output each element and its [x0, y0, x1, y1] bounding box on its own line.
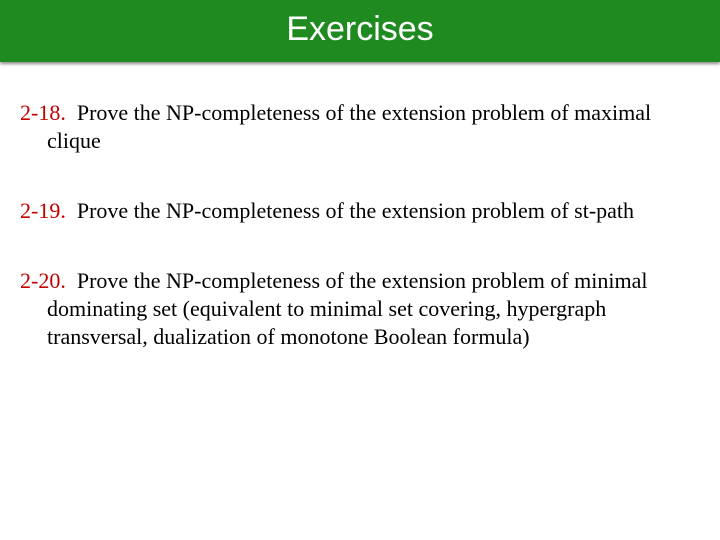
exercise-text: Prove the NP-completeness of the extension problem of maximal clique	[47, 100, 652, 153]
exercise-number: 2-19.	[20, 198, 66, 223]
title-bar	[0, 0, 720, 62]
exercise-text: Prove the NP-completeness of the extension problem of minimal dominating set (equivalent to minimal set covering, hypergraph transversal, dualization of monotone Boolean formula)	[47, 268, 648, 349]
exercise-list	[20, 99, 680, 393]
slide-title: Exercises	[286, 10, 434, 48]
exercise-item	[20, 99, 680, 155]
exercise-item	[20, 197, 680, 225]
exercise-number: 2-20.	[20, 268, 66, 293]
exercise-text: Prove the NP-completeness of the extension problem of st-path	[76, 198, 635, 223]
exercise-number: 2-18.	[20, 100, 66, 125]
exercise-item	[20, 267, 680, 351]
